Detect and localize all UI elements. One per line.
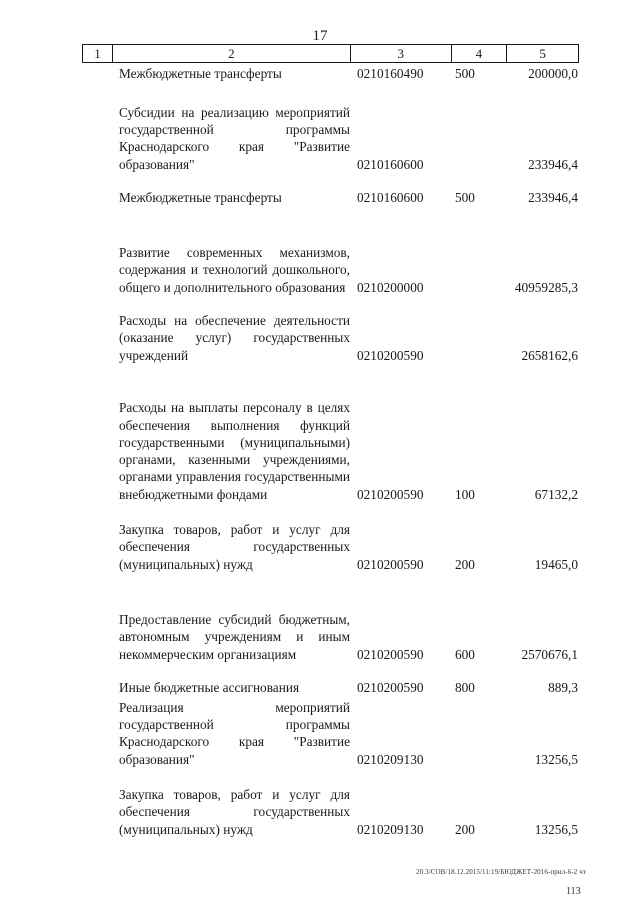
row-amount: 233946,4	[528, 189, 578, 205]
row-name: Субсидии на реализацию мероприятий государственной программы Краснодарского края "Развитие образования"	[119, 104, 350, 172]
row-code: 0210209130	[357, 821, 424, 837]
row-vr: 800	[455, 679, 475, 695]
row-code: 0210200000	[357, 279, 424, 295]
row-amount: 13256,5	[534, 751, 578, 767]
row-amount: 889,3	[548, 679, 578, 695]
header-col-4: 4	[452, 45, 508, 62]
row-vr: 100	[455, 486, 475, 502]
row-code: 0210209130	[357, 751, 424, 767]
row-code: 0210200590	[357, 486, 424, 502]
table-row	[0, 377, 640, 503]
row-name: Реализация мероприятий государственной программы Краснодарского края "Развитие образования"	[119, 699, 350, 767]
row-vr: 500	[455, 65, 475, 81]
row-vr: 200	[455, 556, 475, 572]
row-code: 0210160600	[357, 189, 424, 205]
row-amount: 13256,5	[534, 821, 578, 837]
row-name: Расходы на выплаты персоналу в целях обеспечения выполнения функций государственными (муниципальными) органами, казенными учреждениями, органами управления государственными внебюджетными фондами	[119, 400, 350, 502]
row-code: 0210200590	[357, 679, 424, 695]
table-row	[0, 221, 640, 296]
row-code: 0210160600	[357, 156, 424, 172]
row-name: Межбюджетные трансферты	[119, 65, 282, 81]
row-vr: 500	[455, 189, 475, 205]
row-vr: 200	[455, 821, 475, 837]
header-col-1: 1	[83, 45, 113, 62]
table-row	[0, 782, 640, 838]
row-code: 0210200590	[357, 556, 424, 572]
table-row	[0, 96, 640, 173]
row-amount: 19465,0	[534, 556, 578, 572]
header-col-5: 5	[539, 46, 546, 61]
row-name: Расходы на обеспечение деятельности (оказание услуг) государственных учреждений	[119, 313, 350, 363]
table-row	[0, 586, 640, 663]
row-amount: 67132,2	[534, 486, 578, 502]
row-amount: 2570676,1	[521, 646, 578, 662]
row-name: Межбюджетные трансферты	[119, 189, 282, 205]
row-name: Закупка товаров, работ и услуг для обеспечения государственных (муниципальных) нужд	[119, 787, 350, 837]
row-amount: 2658162,6	[521, 347, 578, 363]
page-number: 17	[312, 28, 328, 44]
row-amount: 200000,0	[528, 65, 578, 81]
row-name: Предоставление субсидий бюджетным, автономным учреждениям и иным некоммерческим организациям	[119, 612, 350, 662]
row-amount: 233946,4	[528, 156, 578, 172]
header-col-3: 3	[351, 45, 452, 62]
sheet-mark: 113	[566, 886, 581, 897]
row-name: Развитие современных механизмов, содержания и технологий дошкольного, общего и дополнительного образования	[119, 245, 350, 295]
row-name: Закупка товаров, работ и услуг для обеспечения государственных (муниципальных) нужд	[119, 522, 350, 572]
header-col-2: 2	[113, 45, 351, 62]
table-row	[0, 308, 640, 364]
footer-stamp: 20.3/СОВ/18.12.2015/11:19/БЮДЖЕТ-2016-прил-6-2 чт	[416, 868, 586, 876]
row-amount: 40959285,3	[514, 279, 578, 295]
table-row	[0, 516, 640, 573]
row-vr: 600	[455, 646, 475, 662]
row-code: 0210200590	[357, 646, 424, 662]
row-code: 0210160490	[357, 65, 424, 81]
table-row	[0, 676, 640, 696]
row-name: Иные бюджетные ассигнования	[119, 679, 300, 695]
table-row	[0, 699, 640, 768]
table-row	[0, 186, 640, 206]
table-header-row	[82, 44, 579, 63]
table-row	[0, 63, 640, 82]
row-code: 0210200590	[357, 347, 424, 363]
